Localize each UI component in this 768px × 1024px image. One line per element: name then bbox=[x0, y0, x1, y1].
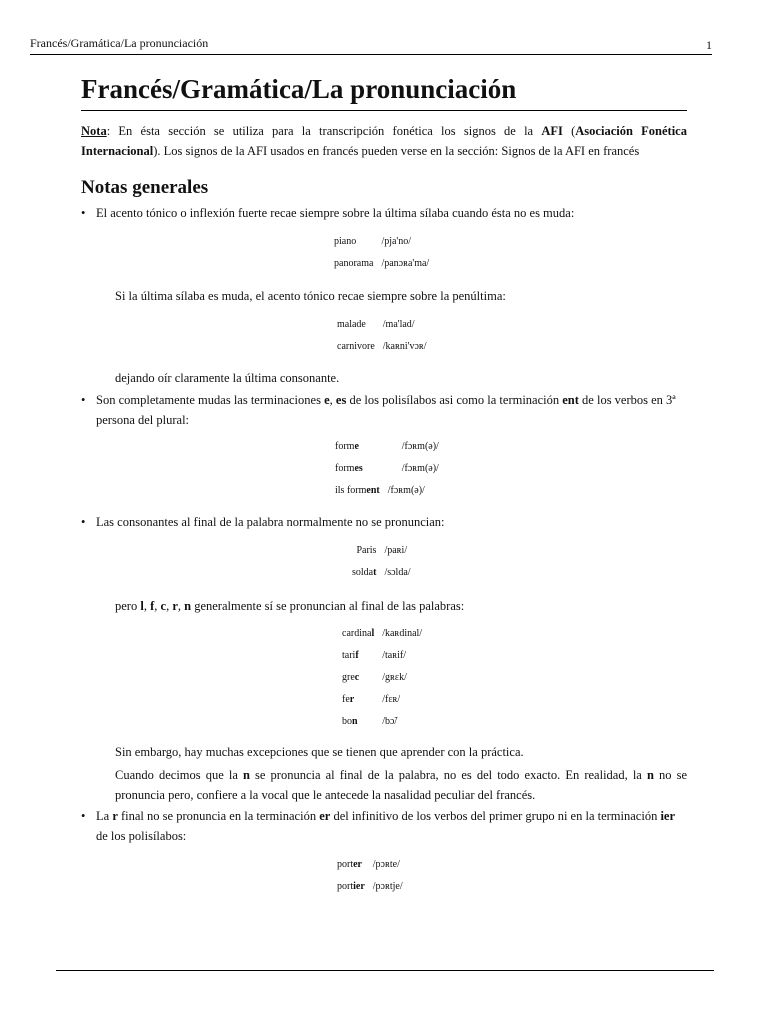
example-ipa: /fɔʀm(ə)/ bbox=[401, 440, 439, 452]
example-ipa: /taʀif/ bbox=[382, 649, 406, 661]
footer-rule bbox=[56, 970, 714, 971]
example-word: bon bbox=[342, 715, 358, 727]
example-ipa: /bɔ̃/ bbox=[382, 715, 398, 727]
example-row bbox=[332, 252, 431, 274]
section-heading: Notas generales bbox=[81, 177, 209, 198]
example-ipa: /sɔlda/ bbox=[384, 566, 411, 578]
example-ipa: /pja'no/ bbox=[381, 235, 412, 247]
example-row bbox=[350, 539, 413, 561]
bullet-item bbox=[81, 203, 687, 223]
example-word: porter bbox=[337, 858, 362, 870]
example-row bbox=[332, 230, 431, 252]
bullet-item bbox=[81, 390, 687, 430]
running-header bbox=[30, 36, 712, 55]
bullet-text: Las consonantes al final de la palabra normalmente no se pronuncian: bbox=[96, 515, 445, 529]
example-ipa: /paʀi/ bbox=[384, 544, 408, 556]
example-word: panorama bbox=[334, 257, 374, 269]
example-table-pronounced-consonants bbox=[340, 622, 424, 732]
bullet-marker: • bbox=[81, 515, 86, 529]
example-ipa: /gʀɛk/ bbox=[382, 671, 407, 683]
bullet-text: El acento tónico o inflexión fuerte recae siempre sobre la última sílaba cuando ésta no es muda: bbox=[96, 206, 575, 220]
example-row bbox=[333, 457, 441, 479]
nota-text-end: ). Los signos de la AFI usados en francés pueden verse en la sección: Signos de la AFI en francés bbox=[153, 144, 640, 158]
example-ipa: /pɔʀtje/ bbox=[372, 880, 403, 892]
afi-abbrev: AFI bbox=[541, 124, 563, 138]
nota-paren: ( bbox=[562, 124, 576, 138]
body-paragraph: dejando oír claramente la última consonante. bbox=[115, 371, 340, 385]
bullet-item bbox=[81, 806, 687, 846]
example-table-penultimate bbox=[335, 313, 429, 357]
example-word: soldat bbox=[352, 566, 377, 578]
example-row bbox=[335, 875, 405, 897]
bullet-item bbox=[81, 512, 687, 532]
example-table-silent-consonants bbox=[350, 539, 413, 583]
example-row bbox=[335, 853, 405, 875]
example-ipa: /pɔʀte/ bbox=[372, 858, 400, 870]
page-number: 1 bbox=[706, 38, 712, 52]
example-ipa: /panɔʀa'ma/ bbox=[381, 257, 430, 269]
example-word: formes bbox=[335, 462, 363, 474]
example-word: carnivore bbox=[337, 340, 375, 352]
bullet-marker: • bbox=[81, 393, 86, 407]
example-ipa: /ma'lad/ bbox=[382, 318, 415, 330]
example-row bbox=[340, 666, 424, 688]
afi-full-name: Asociación Fonética Internacional bbox=[81, 124, 687, 158]
example-row bbox=[340, 644, 424, 666]
nota-paragraph bbox=[81, 121, 687, 161]
example-word: fer bbox=[342, 693, 355, 705]
example-word: malade bbox=[337, 318, 366, 330]
example-ipa: /kaʀdinal/ bbox=[382, 627, 423, 639]
example-table-stress bbox=[332, 230, 431, 274]
example-row bbox=[340, 622, 424, 644]
page-title: Francés/Gramática/La pronunciación bbox=[81, 74, 517, 104]
bullet-text: Son completamente mudas las terminaciones e, es de los polisílabos asi como la terminación ent de los verbos en 3ª persona del plural: bbox=[96, 393, 676, 427]
body-paragraph: Si la última sílaba es muda, el acento tónico recae siempre sobre la penúltima: bbox=[115, 289, 506, 303]
example-ipa: /fɔʀm(ə)/ bbox=[401, 462, 439, 474]
nota-text: : En ésta sección se utiliza para la transcripción fonética los signos de la bbox=[106, 124, 542, 138]
example-ipa: /fɛʀ/ bbox=[382, 693, 401, 705]
example-row bbox=[340, 688, 424, 710]
example-word: tarif bbox=[342, 649, 359, 661]
body-paragraph: pero l, f, c, r, n generalmente sí se pronuncian al final de las palabras: bbox=[115, 599, 465, 613]
example-row bbox=[335, 335, 429, 357]
example-table-mute-endings bbox=[333, 435, 441, 501]
example-row bbox=[333, 479, 441, 501]
example-word: portier bbox=[337, 880, 365, 892]
nota-label: Nota bbox=[81, 124, 107, 138]
example-row bbox=[340, 710, 424, 732]
example-word: forme bbox=[335, 440, 359, 452]
bullet-marker: • bbox=[81, 206, 86, 220]
body-paragraph: Cuando decimos que la n se pronuncia al final de la palabra, no es del todo exacto. En realidad, la n no se pronuncia pero, confiere a la vocal que le antecede la nasalidad peculiar del francés. bbox=[115, 768, 687, 802]
example-row bbox=[333, 435, 441, 457]
example-row bbox=[350, 561, 413, 583]
example-word: Paris bbox=[356, 544, 377, 556]
title-underline bbox=[81, 110, 687, 111]
running-header-title: Francés/Gramática/La pronunciación bbox=[30, 36, 209, 50]
example-ipa: /kaʀni'vɔʀ/ bbox=[382, 340, 427, 352]
example-word: ils forment bbox=[335, 484, 380, 496]
body-paragraph: Sin embargo, hay muchas excepciones que se tienen que aprender con la práctica. bbox=[115, 745, 524, 759]
example-table-silent-r bbox=[335, 853, 405, 897]
bullet-text: La r final no se pronuncia en la terminación er del infinitivo de los verbos del primer grupo ni en la terminación ier de los polisílabos: bbox=[96, 809, 676, 843]
bullet-marker: • bbox=[81, 809, 86, 823]
example-row bbox=[335, 313, 429, 335]
example-word: cardinal bbox=[342, 627, 375, 639]
example-word: grec bbox=[342, 671, 360, 683]
example-word: piano bbox=[334, 235, 357, 247]
example-ipa: /fɔʀm(ə)/ bbox=[387, 484, 425, 496]
